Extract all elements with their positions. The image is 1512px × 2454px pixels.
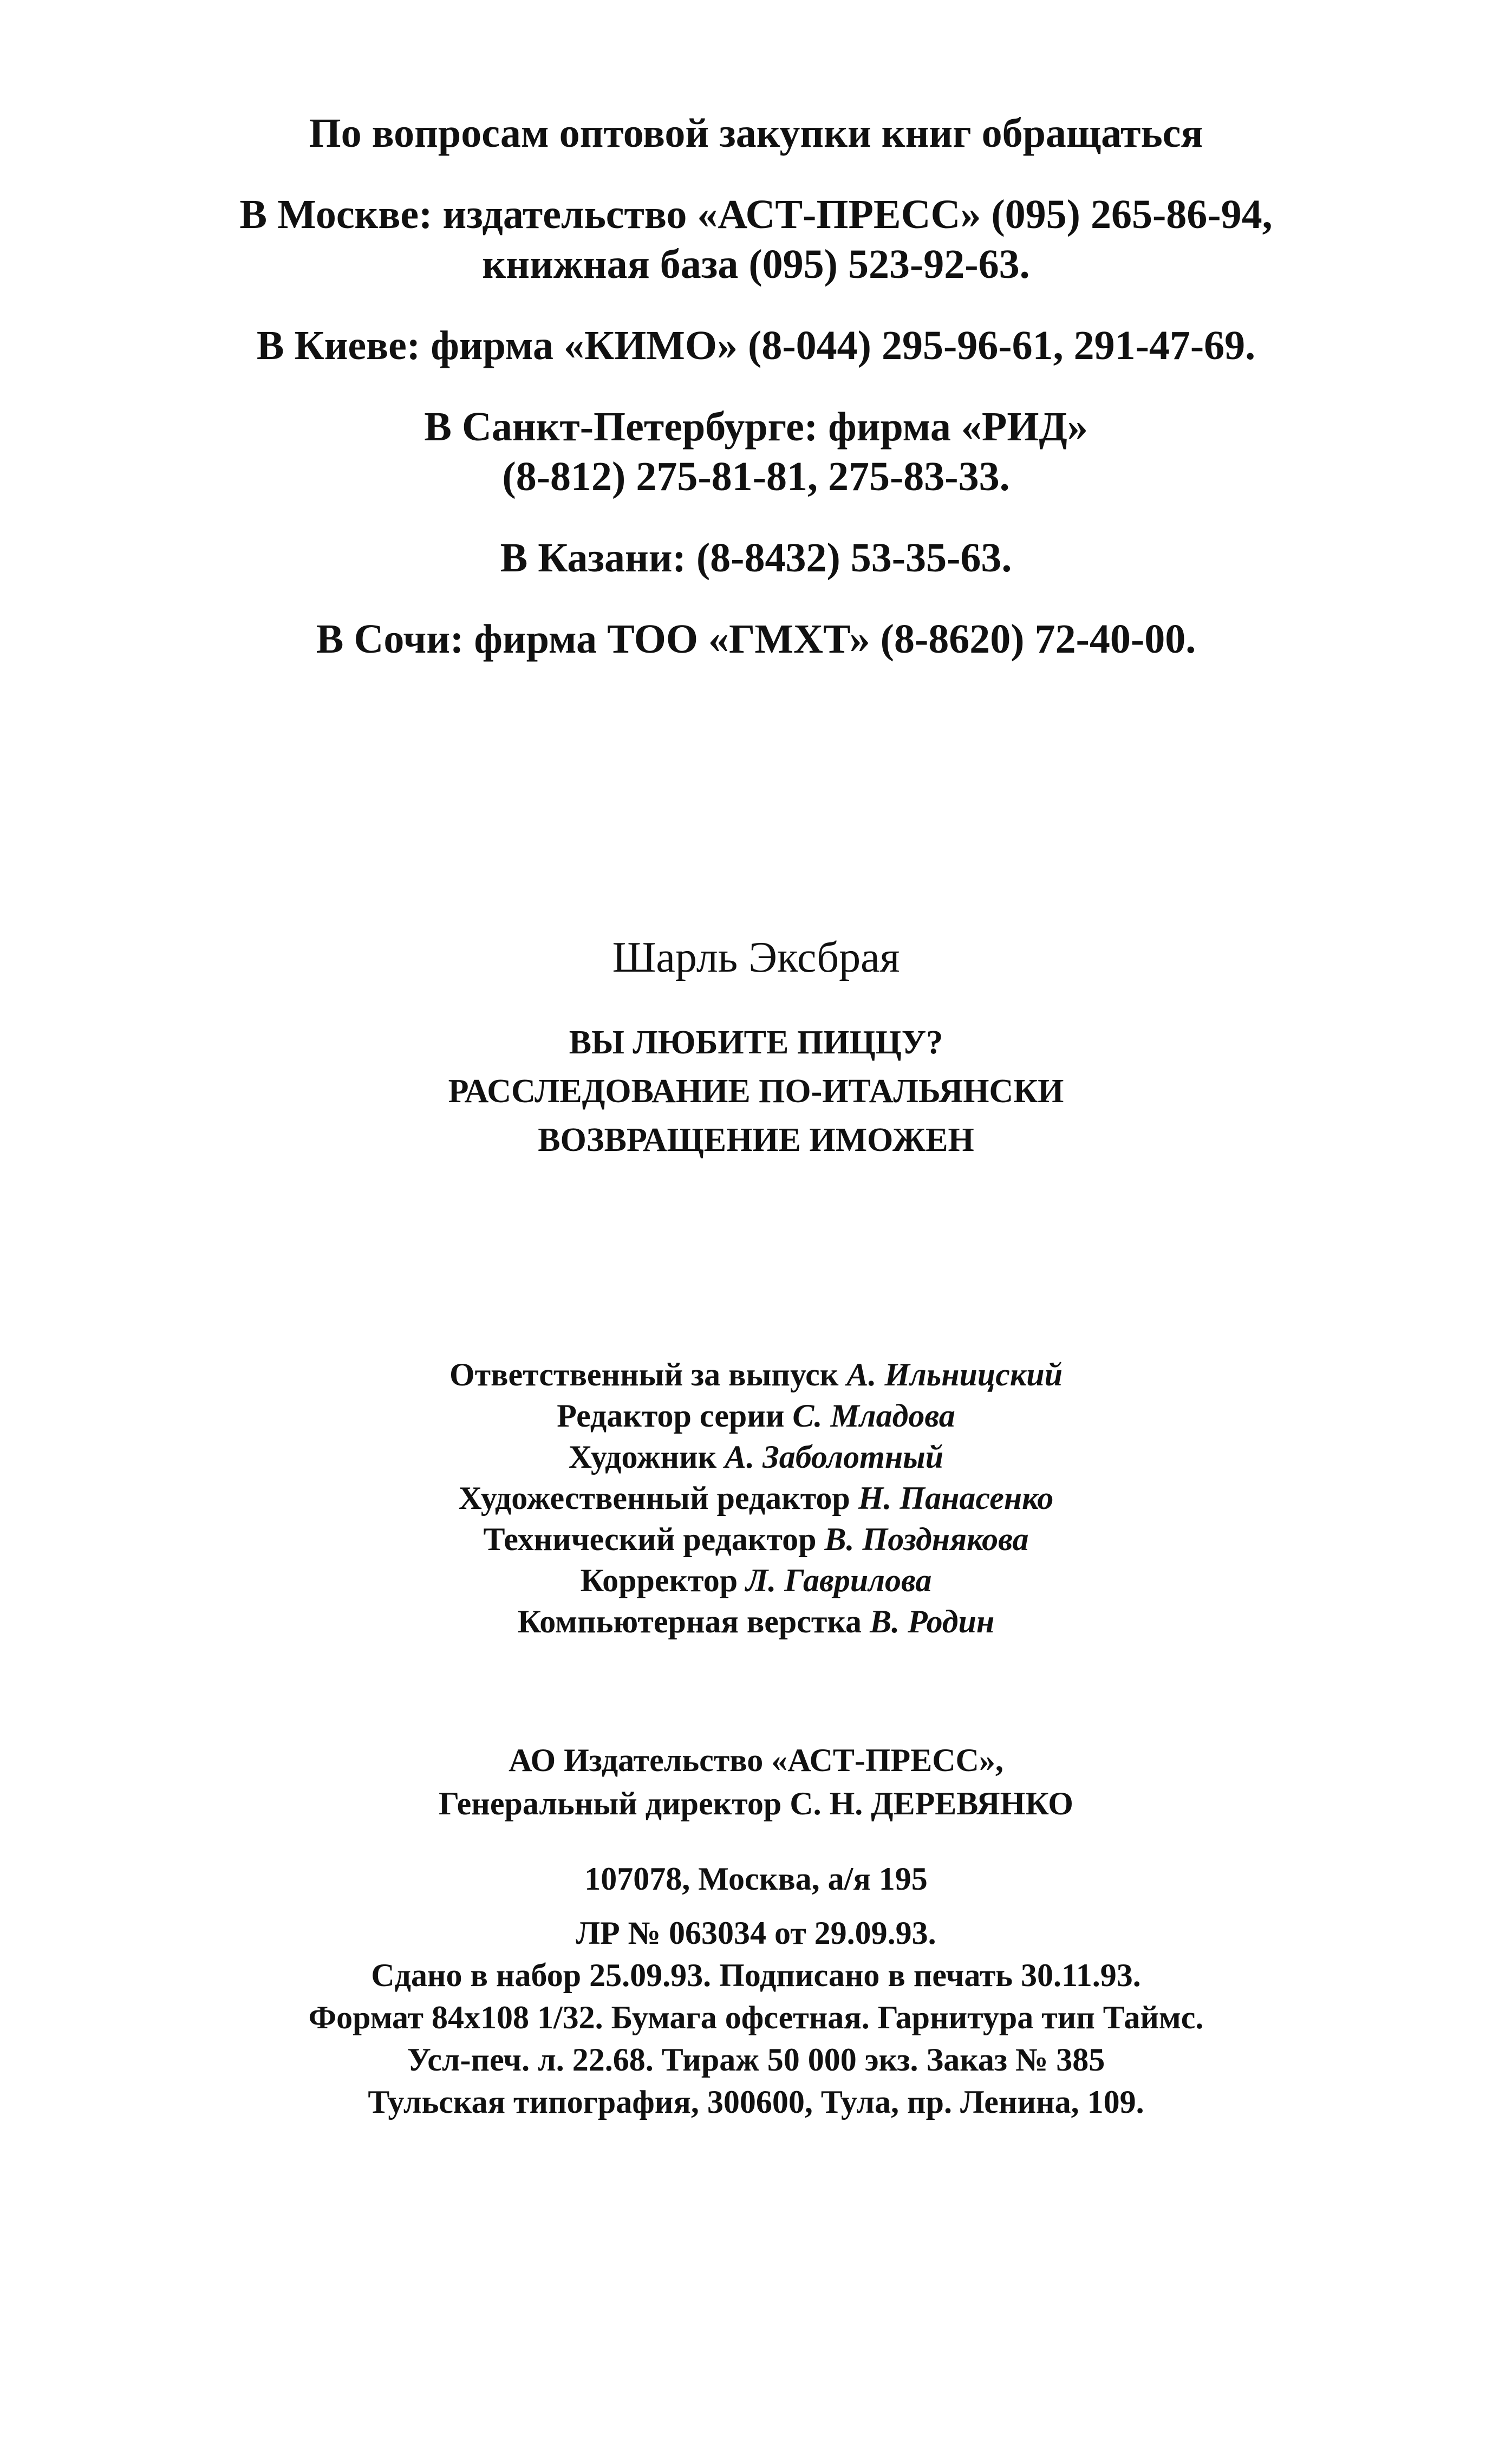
credit-role: Ответственный за выпуск [449, 1357, 839, 1392]
credit-line [0, 1354, 1512, 1395]
imprint-block [0, 1858, 1512, 2123]
credit-name: А. Ильницский [846, 1357, 1063, 1392]
title-line: ВОЗВРАЩЕНИЕ ИМОЖЕН [538, 1122, 974, 1158]
credit-role: Компьютерная верстка [517, 1604, 862, 1639]
publisher-director: Генеральный директор С. Н. ДЕРЕВЯНКО [439, 1786, 1073, 1821]
imprint-printer: Тульская типография, 300600, Тула, пр. Ленина, 109. [368, 2084, 1144, 2120]
credit-role: Корректор [580, 1563, 738, 1598]
credit-role: Художник [568, 1439, 717, 1475]
distribution-heading: По вопросам оптовой закупки книг обращаться [309, 110, 1203, 156]
imprint-format: Формат 84х108 1/32. Бумага офсетная. Гарнитура тип Таймс. [308, 2000, 1204, 2035]
sochi-contact: В Сочи: фирма ТОО «ГМХТ» (8-8620) 72-40-00. [316, 616, 1196, 662]
kazan-contact: В Казани: (8-8432) 53-35-63. [500, 535, 1012, 581]
credit-name: В. Позднякова [824, 1521, 1029, 1557]
credit-name: С. Младова [792, 1398, 955, 1434]
title-line: ВЫ ЛЮБИТЕ ПИЦЦУ? [569, 1024, 943, 1061]
moscow-contact-line-2: книжная база (095) 523-92-63. [482, 242, 1030, 287]
credit-line [0, 1477, 1512, 1519]
moscow-contact-line-1: В Москве: издательство «АСТ-ПРЕСС» (095) 265-86-94, [239, 192, 1273, 237]
credit-role: Редактор серии [557, 1398, 785, 1434]
distribution-block [0, 108, 1512, 664]
imprint-address: 107078, Москва, а/я 195 [584, 1861, 928, 1897]
imprint-dates: Сдано в набор 25.09.93. Подписано в печать 30.11.93. [371, 1957, 1141, 1993]
credit-role: Технический редактор [483, 1521, 817, 1557]
publisher-name: АО Издательство «АСТ-ПРЕСС», [509, 1742, 1003, 1778]
spb-contact-line-1: В Санкт-Петербурге: фирма «РИД» [424, 404, 1088, 450]
credit-line [0, 1601, 1512, 1642]
credits-block [0, 1354, 1512, 1642]
author-name: Шарль Эксбрая [612, 934, 900, 981]
author-block [0, 932, 1512, 984]
credit-name: Н. Панасенко [858, 1480, 1054, 1516]
publisher-block [0, 1739, 1512, 1825]
credit-role: Художественный редактор [458, 1480, 850, 1516]
credit-line [0, 1395, 1512, 1436]
credit-name: Л. Гаврилова [746, 1563, 932, 1598]
title-line: РАССЛЕДОВАНИЕ ПО-ИТАЛЬЯНСКИ [448, 1073, 1064, 1110]
kiev-contact: В Киеве: фирма «КИМО» (8-044) 295-96-61, 291-47-69. [256, 323, 1256, 368]
credit-name: А. Заболотный [725, 1439, 944, 1475]
credit-line [0, 1519, 1512, 1560]
credit-line [0, 1436, 1512, 1477]
titles-block [0, 1018, 1512, 1164]
credit-name: В. Родин [870, 1604, 995, 1639]
spb-contact-line-2: (8-812) 275-81-81, 275-83-33. [502, 454, 1010, 499]
credit-line [0, 1560, 1512, 1601]
imprint-license: ЛР № 063034 от 29.09.93. [576, 1915, 936, 1951]
imprint-print-run: Усл-печ. л. 22.68. Тираж 50 000 экз. Заказ № 385 [407, 2042, 1105, 2078]
